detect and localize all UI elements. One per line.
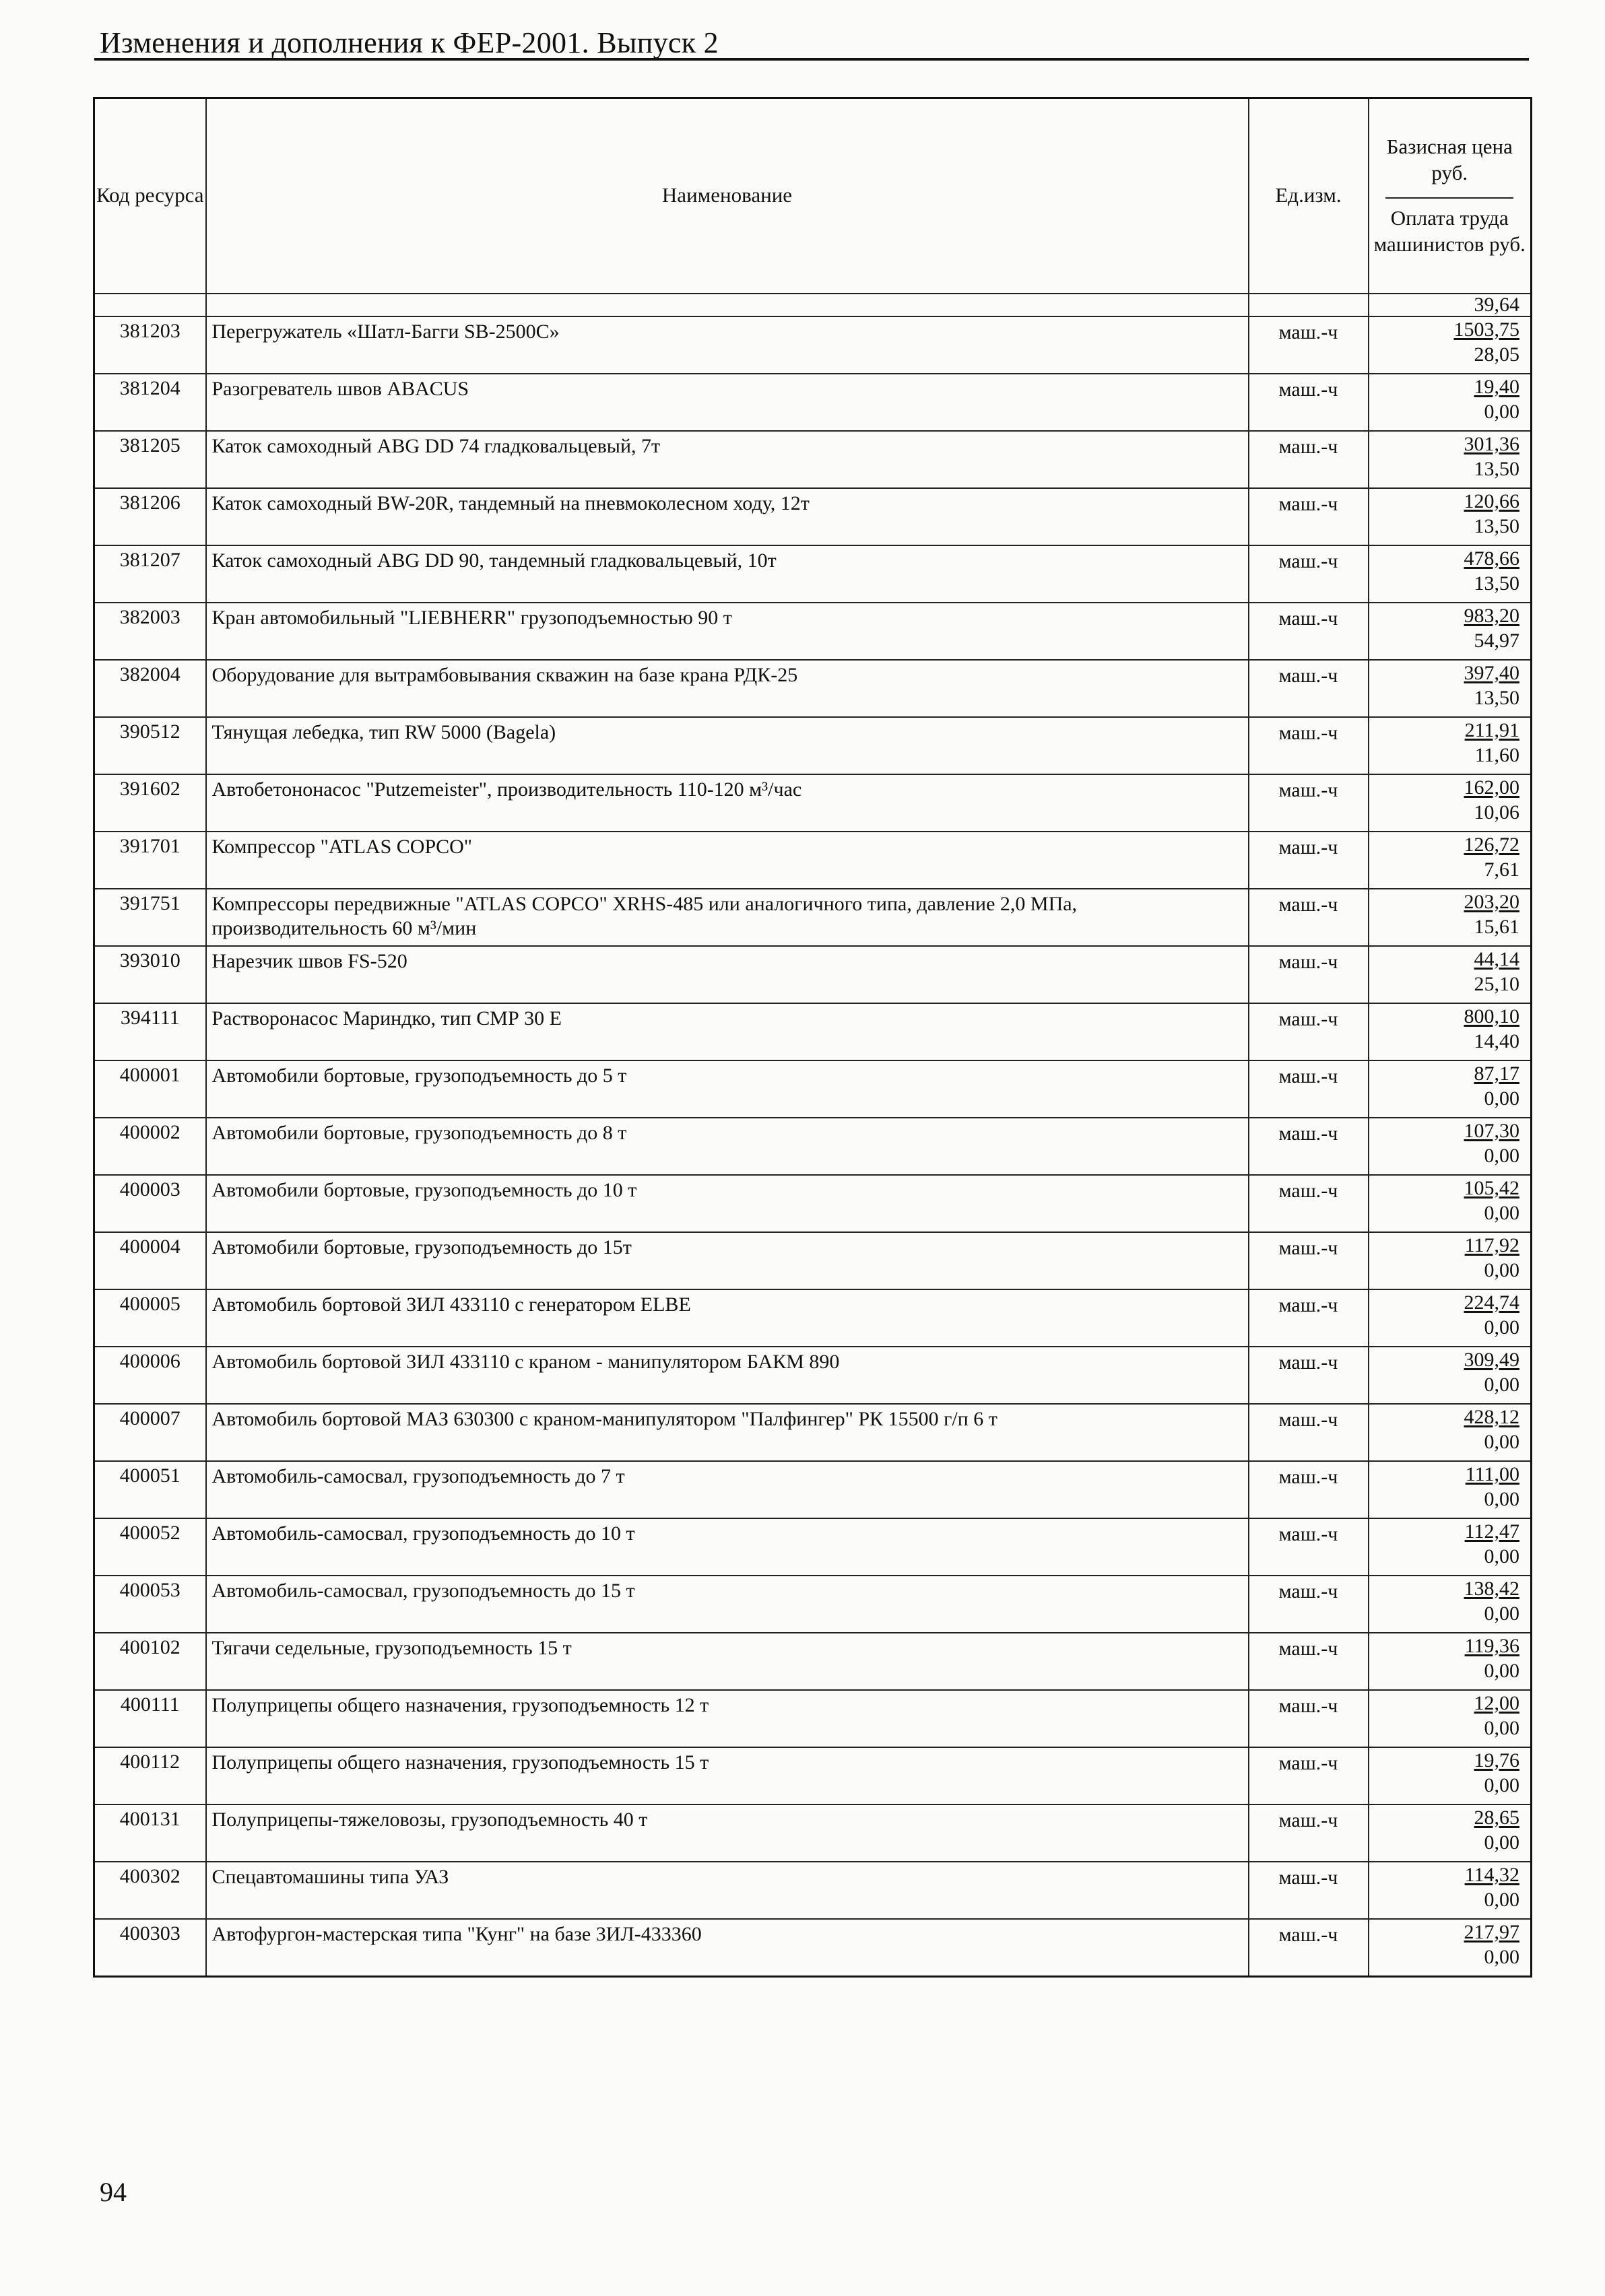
resource-unit: маш.-ч (1249, 660, 1369, 717)
resource-unit: маш.-ч (1249, 1118, 1369, 1175)
table-header-row (94, 98, 1532, 294)
operator-labor-cost: 0,00 (1484, 1545, 1519, 1567)
base-price: 111,00 (1465, 1462, 1519, 1485)
resource-unit: маш.-ч (1249, 1518, 1369, 1576)
table-row (94, 1118, 1532, 1175)
base-price: 117,92 (1464, 1234, 1519, 1256)
base-price: 428,12 (1464, 1405, 1519, 1428)
resource-unit: маш.-ч (1249, 1862, 1369, 1919)
resource-unit: маш.-ч (1249, 1919, 1369, 1977)
resource-code: 381203 (94, 316, 206, 374)
resource-unit: маш.-ч (1249, 832, 1369, 889)
resource-unit: маш.-ч (1249, 717, 1369, 774)
resource-unit: маш.-ч (1249, 603, 1369, 660)
resource-name: Каток самоходный ABG DD 90, тандемный гладковальцевый, 10т (206, 545, 1249, 603)
base-price: 126,72 (1464, 833, 1519, 856)
resource-code: 381204 (94, 374, 206, 431)
base-price: 105,42 (1464, 1176, 1519, 1199)
resource-price-cell (1369, 717, 1532, 774)
resource-code: 400131 (94, 1804, 206, 1862)
resource-table (93, 97, 1532, 1978)
page-header-title: Изменения и дополнения к ФЕР-2001. Выпуск 2 (100, 26, 719, 59)
resource-name: Автомобиль-самосвал, грузоподъемность до 10 т (206, 1518, 1249, 1576)
base-price: 983,20 (1464, 604, 1519, 627)
base-price: 87,17 (1474, 1062, 1519, 1085)
operator-labor-cost: 13,50 (1474, 457, 1519, 480)
resource-price-cell (1369, 774, 1532, 832)
table-row (94, 1289, 1532, 1347)
table-row (94, 316, 1532, 374)
resource-unit: маш.-ч (1249, 1289, 1369, 1347)
table-row (94, 545, 1532, 603)
table-row (94, 1633, 1532, 1690)
resource-name: Полуприцепы-тяжеловозы, грузоподъемность 40 т (206, 1804, 1249, 1862)
resource-code: 382004 (94, 660, 206, 717)
column-header-code: Код ресурса (94, 98, 206, 294)
resource-unit: маш.-ч (1249, 889, 1369, 946)
resource-price-cell (1369, 1461, 1532, 1518)
base-price: 301,36 (1464, 432, 1519, 455)
table-row (94, 774, 1532, 832)
base-price: 217,97 (1464, 1920, 1519, 1943)
resource-unit: маш.-ч (1249, 545, 1369, 603)
operator-labor-cost: 0,00 (1484, 400, 1519, 423)
operator-labor-cost: 28,05 (1474, 343, 1519, 366)
table-row (94, 1690, 1532, 1747)
operator-labor-cost: 0,00 (1484, 1716, 1519, 1739)
resource-unit: маш.-ч (1249, 316, 1369, 374)
base-price: 224,74 (1464, 1291, 1519, 1314)
spacer-cell (94, 294, 206, 316)
table-row (94, 1804, 1532, 1862)
base-price: 119,36 (1464, 1634, 1519, 1657)
column-header-divider (1385, 197, 1513, 199)
resource-unit: маш.-ч (1249, 1804, 1369, 1862)
column-header-name: Наименование (206, 98, 1249, 294)
base-price: 44,14 (1474, 947, 1519, 970)
resource-name: Полуприцепы общего назначения, грузоподъемность 12 т (206, 1690, 1249, 1747)
resource-code: 400053 (94, 1576, 206, 1633)
resource-price-cell (1369, 1175, 1532, 1232)
operator-labor-cost: 0,00 (1484, 1487, 1519, 1510)
resource-name: Автофургон-мастерская типа "Кунг" на базе ЗИЛ-433360 (206, 1919, 1249, 1977)
resource-code: 382003 (94, 603, 206, 660)
resource-name: Каток самоходный BW-20R, тандемный на пневмоколесном ходу, 12т (206, 488, 1249, 545)
resource-unit: маш.-ч (1249, 774, 1369, 832)
base-price: 107,30 (1464, 1119, 1519, 1142)
resource-price-cell (1369, 1690, 1532, 1747)
header-rule (94, 58, 1529, 61)
base-price: 19,40 (1474, 375, 1519, 398)
operator-labor-cost: 7,61 (1484, 858, 1519, 881)
resource-code: 400004 (94, 1232, 206, 1289)
column-header-price (1369, 98, 1532, 294)
table-row (94, 603, 1532, 660)
table-spacer-row (94, 294, 1532, 316)
resource-price-cell (1369, 946, 1532, 1003)
resource-code: 391701 (94, 832, 206, 889)
table-row (94, 889, 1532, 946)
resource-code: 400006 (94, 1347, 206, 1404)
resource-unit: маш.-ч (1249, 946, 1369, 1003)
table-row (94, 1175, 1532, 1232)
operator-labor-cost: 10,06 (1474, 801, 1519, 823)
base-price: 12,00 (1474, 1691, 1519, 1714)
operator-labor-cost: 0,00 (1484, 1087, 1519, 1110)
resource-name: Автомобили бортовые, грузоподъемность до 15т (206, 1232, 1249, 1289)
resource-name: Автомобили бортовые, грузоподъемность до 8 т (206, 1118, 1249, 1175)
resource-code: 400052 (94, 1518, 206, 1576)
resource-price-cell (1369, 889, 1532, 946)
resource-name: Растворонасос Мариндко, тип СМР 30 Е (206, 1003, 1249, 1060)
base-price: 1503,75 (1453, 318, 1519, 341)
operator-labor-cost: 0,00 (1484, 1258, 1519, 1281)
resource-code: 381205 (94, 431, 206, 488)
operator-labor-cost: 13,50 (1474, 572, 1519, 595)
table-row (94, 1232, 1532, 1289)
operator-labor-cost: 0,00 (1484, 1373, 1519, 1396)
resource-price-cell (1369, 1289, 1532, 1347)
resource-code: 400303 (94, 1919, 206, 1977)
operator-labor-cost: 0,00 (1484, 1774, 1519, 1796)
resource-price-cell (1369, 1060, 1532, 1118)
base-price: 112,47 (1464, 1520, 1519, 1543)
resource-price-cell (1369, 374, 1532, 431)
resource-price-cell (1369, 488, 1532, 545)
resource-price-cell (1369, 1232, 1532, 1289)
resource-name: Автобетононасос "Putzemeister", производительность 110-120 м³/час (206, 774, 1249, 832)
resource-price-cell (1369, 1003, 1532, 1060)
resource-name: Тянущая лебедка, тип RW 5000 (Bagela) (206, 717, 1249, 774)
resource-name: Тягачи седельные, грузоподъемность 15 т (206, 1633, 1249, 1690)
operator-labor-cost: 0,00 (1484, 1831, 1519, 1854)
resource-name: Автомобиль-самосвал, грузоподъемность до 7 т (206, 1461, 1249, 1518)
operator-labor-cost: 0,00 (1484, 1316, 1519, 1339)
resource-code: 400111 (94, 1690, 206, 1747)
base-price: 19,76 (1474, 1749, 1519, 1771)
resource-code: 400112 (94, 1747, 206, 1804)
resource-unit: маш.-ч (1249, 1060, 1369, 1118)
resource-name: Компрессоры передвижные "ATLAS COPCO" XRHS-485 или аналогичного типа, давление 2,0 МПа, производительность 60 м³/мин (206, 889, 1249, 946)
resource-price-cell (1369, 1919, 1532, 1977)
spacer-labor-value: 39,64 (1369, 294, 1532, 316)
resource-unit: маш.-ч (1249, 431, 1369, 488)
base-price: 211,91 (1464, 718, 1519, 741)
resource-code: 400005 (94, 1289, 206, 1347)
operator-labor-cost: 0,00 (1484, 1144, 1519, 1167)
resource-table-wrap (93, 97, 1530, 1978)
resource-price-cell (1369, 1804, 1532, 1862)
table-row (94, 1060, 1532, 1118)
base-price: 28,65 (1474, 1806, 1519, 1829)
resource-unit: маш.-ч (1249, 374, 1369, 431)
operator-labor-cost: 0,00 (1484, 1888, 1519, 1911)
resource-name: Полуприцепы общего назначения, грузоподъемность 15 т (206, 1747, 1249, 1804)
base-price: 162,00 (1464, 776, 1519, 799)
operator-labor-cost: 0,00 (1484, 1945, 1519, 1968)
resource-code: 393010 (94, 946, 206, 1003)
column-header-price-top: Базисная цена руб. (1386, 135, 1513, 184)
table-row (94, 431, 1532, 488)
resource-name: Кран автомобильный "LIEBHERR" грузоподъемностью 90 т (206, 603, 1249, 660)
resource-unit: маш.-ч (1249, 1347, 1369, 1404)
table-row (94, 488, 1532, 545)
resource-unit: маш.-ч (1249, 1461, 1369, 1518)
operator-labor-cost: 14,40 (1474, 1029, 1519, 1052)
base-price: 800,10 (1464, 1005, 1519, 1027)
resource-price-cell (1369, 832, 1532, 889)
table-row (94, 660, 1532, 717)
resource-unit: маш.-ч (1249, 488, 1369, 545)
resource-code: 381206 (94, 488, 206, 545)
operator-labor-cost: 0,00 (1484, 1201, 1519, 1224)
table-row (94, 1862, 1532, 1919)
operator-labor-cost: 0,00 (1484, 1602, 1519, 1625)
operator-labor-cost: 0,00 (1484, 1430, 1519, 1453)
resource-code: 400001 (94, 1060, 206, 1118)
resource-price-cell (1369, 660, 1532, 717)
base-price: 478,66 (1464, 547, 1519, 570)
resource-unit: маш.-ч (1249, 1404, 1369, 1461)
resource-price-cell (1369, 1118, 1532, 1175)
resource-price-cell (1369, 603, 1532, 660)
operator-labor-cost: 25,10 (1474, 972, 1519, 995)
resource-code: 400002 (94, 1118, 206, 1175)
operator-labor-cost: 0,00 (1484, 1659, 1519, 1682)
table-row (94, 1747, 1532, 1804)
page-number: 94 (100, 2177, 127, 2207)
resource-unit: маш.-ч (1249, 1232, 1369, 1289)
table-row (94, 1461, 1532, 1518)
column-header-unit: Ед.изм. (1249, 98, 1369, 294)
resource-code: 394111 (94, 1003, 206, 1060)
base-price: 120,66 (1464, 489, 1519, 512)
base-price: 138,42 (1464, 1577, 1519, 1600)
resource-unit: маш.-ч (1249, 1576, 1369, 1633)
spacer-cell (206, 294, 1249, 316)
operator-labor-cost: 13,50 (1474, 686, 1519, 709)
column-header-price-bottom: Оплата труда машинистов руб. (1373, 205, 1526, 256)
resource-code: 400102 (94, 1633, 206, 1690)
resource-name: Автомобиль бортовой ЗИЛ 433110 с генератором ELBE (206, 1289, 1249, 1347)
resource-code: 400302 (94, 1862, 206, 1919)
resource-unit: маш.-ч (1249, 1690, 1369, 1747)
base-price: 309,49 (1464, 1348, 1519, 1371)
resource-price-cell (1369, 316, 1532, 374)
resource-name: Нарезчик швов FS-520 (206, 946, 1249, 1003)
resource-price-cell (1369, 1747, 1532, 1804)
base-price: 114,32 (1464, 1863, 1519, 1886)
resource-code: 400051 (94, 1461, 206, 1518)
table-row (94, 717, 1532, 774)
resource-code: 400007 (94, 1404, 206, 1461)
resource-name: Спецавтомашины типа УАЗ (206, 1862, 1249, 1919)
resource-unit: маш.-ч (1249, 1175, 1369, 1232)
resource-code: 381207 (94, 545, 206, 603)
resource-name: Автомобили бортовые, грузоподъемность до 10 т (206, 1175, 1249, 1232)
table-row (94, 1404, 1532, 1461)
table-row (94, 1003, 1532, 1060)
resource-unit: маш.-ч (1249, 1633, 1369, 1690)
table-row (94, 1576, 1532, 1633)
resource-name: Автомобиль-самосвал, грузоподъемность до 15 т (206, 1576, 1249, 1633)
table-row (94, 1347, 1532, 1404)
resource-name: Каток самоходный ABG DD 74 гладковальцевый, 7т (206, 431, 1249, 488)
resource-name: Автомобили бортовые, грузоподъемность до 5 т (206, 1060, 1249, 1118)
table-row (94, 1518, 1532, 1576)
resource-code: 390512 (94, 717, 206, 774)
table-row (94, 946, 1532, 1003)
resource-price-cell (1369, 1404, 1532, 1461)
table-row (94, 374, 1532, 431)
resource-name: Оборудование для вытрамбовывания скважин на базе крана РДК-25 (206, 660, 1249, 717)
resource-name: Автомобиль бортовой МАЗ 630300 с краном-манипулятором "Палфингер" РК 15500 г/п 6 т (206, 1404, 1249, 1461)
resource-code: 400003 (94, 1175, 206, 1232)
resource-name: Компрессор "ATLAS COPCO" (206, 832, 1249, 889)
base-price: 203,20 (1464, 890, 1519, 913)
base-price: 397,40 (1464, 661, 1519, 684)
resource-unit: маш.-ч (1249, 1003, 1369, 1060)
operator-labor-cost: 54,97 (1474, 629, 1519, 652)
resource-price-cell (1369, 545, 1532, 603)
resource-price-cell (1369, 1347, 1532, 1404)
operator-labor-cost: 13,50 (1474, 514, 1519, 537)
resource-code: 391602 (94, 774, 206, 832)
resource-name: Автомобиль бортовой ЗИЛ 433110 с краном - манипулятором БАКМ 890 (206, 1347, 1249, 1404)
resource-price-cell (1369, 431, 1532, 488)
resource-price-cell (1369, 1576, 1532, 1633)
operator-labor-cost: 15,61 (1474, 915, 1519, 938)
resource-name: Перегружатель «Шатл-Багги SB-2500C» (206, 316, 1249, 374)
resource-name: Разогреватель швов ABACUS (206, 374, 1249, 431)
spacer-cell (1249, 294, 1369, 316)
table-row (94, 832, 1532, 889)
resource-price-cell (1369, 1518, 1532, 1576)
resource-code: 391751 (94, 889, 206, 946)
table-row (94, 1919, 1532, 1977)
resource-price-cell (1369, 1633, 1532, 1690)
resource-unit: маш.-ч (1249, 1747, 1369, 1804)
operator-labor-cost: 11,60 (1474, 743, 1519, 766)
resource-price-cell (1369, 1862, 1532, 1919)
